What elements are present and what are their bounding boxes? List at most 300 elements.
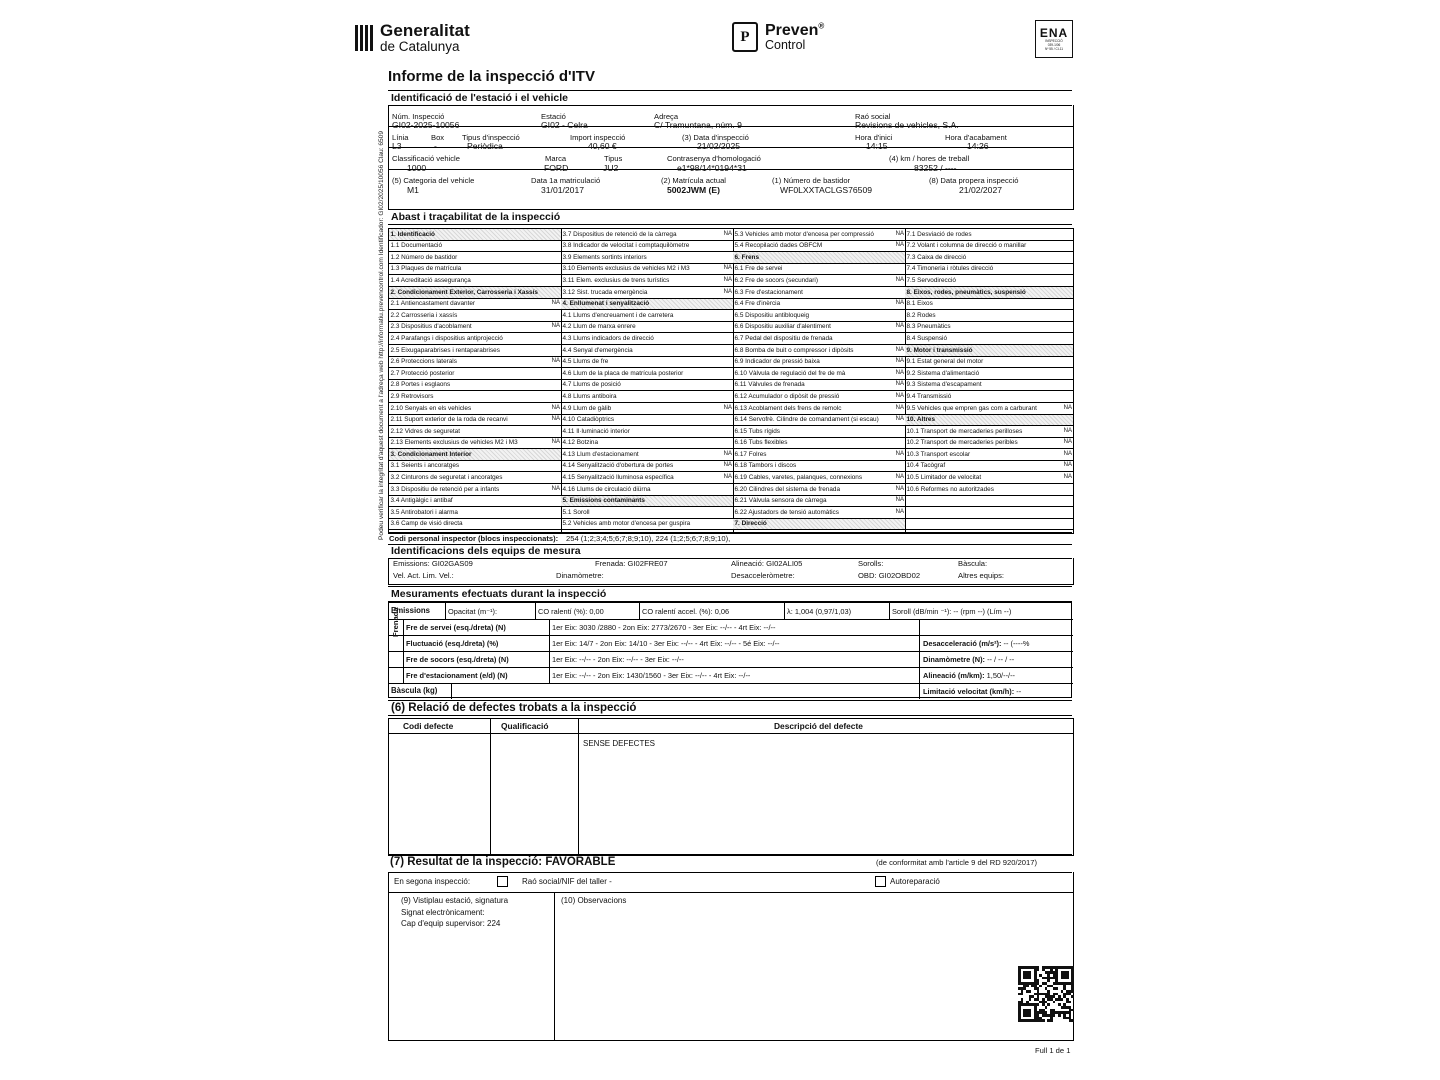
- scope-item: [389, 507, 561, 519]
- scope-item-label: 10.3 Transport escolar: [906, 450, 971, 458]
- signature-line2: Cap d'equip supervisor: 224: [401, 919, 501, 928]
- import-value: 40,60 €: [588, 141, 617, 151]
- scope-item-label: 4.2 Llum de marxa enrere: [562, 323, 636, 331]
- scope-item-label: 6.10 Vàlvula de regulació del fre de mà: [734, 369, 846, 377]
- scope-item: [561, 333, 733, 345]
- marca-label: Marca: [545, 154, 567, 163]
- measurement-right-value: --: [1016, 687, 1022, 696]
- alineacio-equip-value: GI02ALI05: [766, 559, 803, 568]
- bascula-label: Bàscula (kg): [391, 686, 438, 695]
- scope-item-na: NA: [895, 474, 904, 481]
- section-identification-header: Identificació de l'estació i el vehicle: [388, 90, 1072, 106]
- rao-social-label: Raó social: [855, 112, 891, 121]
- propera-inspeccio-value: 21/02/2027: [959, 185, 1003, 195]
- scope-item-na: NA: [895, 485, 904, 492]
- scope-item: [561, 403, 733, 415]
- scope-item: [905, 322, 1073, 334]
- scope-item-label: 4.12 Botzina: [562, 439, 599, 447]
- import-label: Import inspecció: [570, 133, 626, 142]
- scope-item: [561, 287, 733, 299]
- scope-item-na: NA: [723, 288, 732, 295]
- scope-item-label: 4.14 Senyalització d'obertura de portes: [562, 462, 674, 470]
- scope-item-label: 8.1 Eixos: [906, 300, 933, 308]
- scope-item: [561, 519, 733, 531]
- scope-item-label: 8.3 Pneumàtics: [906, 323, 951, 331]
- scope-item-label: 4.13 Llum d'estacionament: [562, 450, 639, 458]
- scope-item: [561, 275, 733, 287]
- scope-item-na: NA: [895, 358, 904, 365]
- scope-item: [733, 241, 905, 253]
- brake-row-value: 1er Eix: --/-- - 2on Eix: 1430/1560 - 3er Eix: --/-- - 4rt Eix: --/--: [552, 671, 751, 680]
- scope-item-na: NA: [895, 381, 904, 388]
- co-accel-value: 0,06: [714, 607, 730, 616]
- lambda-label: λ:: [787, 607, 793, 616]
- lambda-value: 1,004 (0,97/1,03): [794, 607, 852, 616]
- scope-item-label: 8.4 Suspensió: [906, 334, 948, 342]
- defects-text: SENSE DEFECTES: [583, 739, 656, 748]
- scope-item: [733, 449, 905, 461]
- scope-item: [905, 496, 1073, 508]
- scope-item-label: 6. Frens: [734, 253, 760, 261]
- section-measurements-header: Mesuraments efectuats durant la inspecció: [388, 586, 1072, 602]
- scope-item-label: 2.6 Proteccions laterals: [390, 358, 457, 366]
- adreca-label: Adreça: [654, 112, 679, 121]
- scope-item-label: 1.3 Plaques de matrícula: [390, 265, 462, 273]
- scope-item-na: NA: [1063, 427, 1072, 434]
- scope-item: [389, 438, 561, 450]
- measurement-right-row: [923, 639, 1029, 648]
- obd-equip-value: GI02OBD02: [878, 571, 921, 580]
- scope-item: [905, 438, 1073, 450]
- scope-item-label: 3.6 Camp de visió directa: [390, 520, 463, 528]
- scope-item-label: 9.1 Estat general del motor: [906, 358, 984, 366]
- scope-item: [733, 299, 905, 311]
- velact-equip-label: Vel. Act. Lim. Vel.:: [393, 571, 454, 580]
- scope-item: [561, 391, 733, 403]
- scope-item: [561, 426, 733, 438]
- page-title: Informe de la inspecció d'ITV: [388, 68, 595, 85]
- preven-control-logo: [732, 22, 824, 53]
- scope-item-na: NA: [1063, 450, 1072, 457]
- scope-group-header: [561, 299, 733, 311]
- measurement-right-row: [923, 655, 1014, 664]
- hora-inici-label: Hora d'inici: [855, 133, 893, 142]
- matricula-label: (2) Matrícula actual: [661, 176, 726, 185]
- scope-item: [561, 229, 733, 241]
- dinamometre-equip-label: Dinamòmetre:: [556, 571, 604, 580]
- scope-group-header: [389, 229, 561, 241]
- scope-item: [733, 287, 905, 299]
- scope-item-label: 6.22 Ajustadors de tensió automàtics: [734, 508, 839, 516]
- scope-item-label: 4.5 Llums de fre: [562, 358, 609, 366]
- generalitat-line1: Generalitat: [380, 21, 470, 40]
- frenada-equip-label: Frenada:: [595, 559, 626, 568]
- hora-inici-value: 14:15: [866, 141, 888, 151]
- scope-item: [905, 472, 1073, 484]
- scope-item-label: 4.8 Llums antiboira: [562, 392, 617, 400]
- scope-item: [561, 380, 733, 392]
- self-repair-checkbox[interactable]: [875, 876, 886, 887]
- scope-item-label: 6.19 Cables, varetes, palanques, connexions: [734, 474, 863, 482]
- scope-item-na: NA: [723, 462, 732, 469]
- scope-item-label: 5.3 Vehicles amb motor d'encesa per compressió: [734, 230, 874, 238]
- scope-item: [733, 333, 905, 345]
- scope-item: [389, 299, 561, 311]
- scope-item: [561, 345, 733, 357]
- scope-item: [389, 519, 561, 531]
- scope-item-label: 6.2 Fre de socors (secundari): [734, 276, 818, 284]
- scope-item-label: 2.13 Elements exclusius de vehicles M2 i M3: [390, 439, 518, 447]
- scope-item: [733, 507, 905, 519]
- frenada-equip-value: GI02FRE07: [627, 559, 668, 568]
- ena-accreditation-logo: [1035, 20, 1073, 58]
- scope-item-label: 10.1 Transport de mercaderies perilloses: [906, 427, 1023, 435]
- scope-item-label: 10.4 Tacògraf: [906, 462, 946, 470]
- scope-item-label: 2.7 Protecció posterior: [390, 369, 455, 377]
- scope-item: [561, 264, 733, 276]
- frenada-side-label: Frenada: [391, 607, 400, 637]
- scope-item: [733, 496, 905, 508]
- scope-item-label: 5.2 Vehicles amb motor d'encesa per guspira: [562, 520, 691, 528]
- scope-item-na: NA: [551, 416, 560, 423]
- scope-item-label: 6.8 Bomba de buit o compressor i dipòsits: [734, 346, 854, 354]
- identification-block: [388, 105, 1074, 210]
- scope-item: [389, 275, 561, 287]
- scope-item: [561, 472, 733, 484]
- desaceler-equip-label: Desacceleròmetre:: [731, 571, 795, 580]
- defects-col-qualification: Qualificació: [501, 721, 549, 731]
- km-label: (4) km / hores de treball: [889, 154, 970, 163]
- adreca-value: C/ Tramuntana, núm. 9: [654, 120, 742, 130]
- scope-item: [733, 310, 905, 322]
- bastidor-label: (1) Número de bastidor: [772, 176, 851, 185]
- classificacio-value: 1000: [407, 163, 427, 173]
- second-inspection-checkbox[interactable]: [497, 876, 508, 887]
- emissions-equip-label: Emissions:: [393, 559, 430, 568]
- scope-item-label: 10.5 Limitador de velocitat: [906, 474, 982, 482]
- scope-item: [905, 264, 1073, 276]
- sorolls-equip-label: Sorolls:: [858, 559, 884, 568]
- data-1a-matriculacio-value: 31/01/2017: [541, 185, 585, 195]
- preven-line1: Preven: [765, 22, 819, 39]
- scope-item-label: 2.4 Parafangs i dispositius antiprojecció: [390, 334, 503, 342]
- scope-item-label: 6.15 Tubs rígids: [734, 427, 780, 435]
- scope-item-label: 6.20 Cilindres del sistema de frenada: [734, 485, 841, 493]
- scope-item-na: NA: [1063, 474, 1072, 481]
- co-accel-label: CO ralentí accel. (%):: [642, 607, 713, 616]
- scope-item: [905, 357, 1073, 369]
- scope-group-header: [905, 345, 1073, 357]
- scope-item-label: 2.2 Carrosseria i xassís: [390, 311, 458, 319]
- scope-group-header: [733, 252, 905, 264]
- scope-item-na: NA: [551, 485, 560, 492]
- scope-item: [733, 275, 905, 287]
- scope-item-na: NA: [1063, 439, 1072, 446]
- linia-value: L3: [392, 141, 402, 151]
- scope-item: [561, 438, 733, 450]
- scope-item-na: NA: [1063, 462, 1072, 469]
- scope-item-label: 9.5 Vehicles que empren gas com a carburant: [906, 404, 1037, 412]
- scope-item: [561, 252, 733, 264]
- generalitat-line2: de Catalunya: [380, 38, 460, 54]
- num-inspeccio-value: GI02-2025-10056: [392, 120, 460, 130]
- scope-item-label: 3.4 Antigàlgic i antibaf: [390, 497, 453, 505]
- signature-label: (9) Vistiplau estació, signatura: [401, 896, 509, 905]
- hora-acabament-value: 14:26: [967, 141, 989, 151]
- scope-item: [733, 472, 905, 484]
- scope-item-label: 2.1 Antiencastament davanter: [390, 300, 476, 308]
- obd-equip-label: OBD:: [858, 571, 877, 580]
- scope-item: [389, 322, 561, 334]
- measurement-right-value: -- (----%: [1003, 639, 1030, 648]
- scope-item-label: 7.3 Caixa de direcció: [906, 253, 967, 261]
- measurements-table: [388, 602, 1072, 698]
- scope-item-label: 6.4 Fre d'inèrcia: [734, 300, 781, 308]
- scope-item: [389, 403, 561, 415]
- tipus-inspeccio-label: Tipus d'inspecció: [462, 133, 520, 142]
- scope-item-label: 2.3 Dispositius d'acoblament: [390, 323, 472, 331]
- bastidor-value: WF0LXXTACLGS76509: [780, 185, 873, 195]
- scope-item-label: 6.13 Acoblament dels frens de remolc: [734, 404, 842, 412]
- scope-item-label: 5.1 Soroll: [562, 508, 590, 516]
- self-repair-label: Autoreparació: [890, 877, 940, 886]
- scope-item-na: NA: [895, 404, 904, 411]
- scope-item-label: 6.7 Pedal del dispositiu de frenada: [734, 334, 833, 342]
- scope-item-na: NA: [723, 404, 732, 411]
- marca-value: FORD: [544, 163, 569, 173]
- emissions-equip-value: GI02GAS09: [431, 559, 473, 568]
- scope-item: [905, 426, 1073, 438]
- scope-item: [389, 484, 561, 496]
- result-label: (7) Resultat de la inspecció:: [390, 856, 543, 868]
- scope-item: [561, 449, 733, 461]
- scope-item: [389, 415, 561, 427]
- scope-item: [905, 403, 1073, 415]
- scope-item: [389, 310, 561, 322]
- scope-item: [733, 484, 905, 496]
- scope-item: [561, 461, 733, 473]
- scope-item: [733, 426, 905, 438]
- scope-item: [905, 310, 1073, 322]
- scope-group-header: [389, 449, 561, 461]
- scope-item: [905, 484, 1073, 496]
- scope-item-label: 6.11 Vàlvules de frenada: [734, 381, 805, 389]
- scope-item-na: NA: [723, 230, 732, 237]
- scope-item-label: 1.4 Acreditació assegurança: [390, 276, 471, 284]
- hora-acabament-label: Hora d'acabament: [945, 133, 1007, 142]
- scope-item: [389, 252, 561, 264]
- scope-item-na: NA: [723, 265, 732, 272]
- scope-item: [389, 472, 561, 484]
- scope-item-na: NA: [895, 346, 904, 353]
- scope-item-label: 2.11 Suport exterior de la roda de recanvi: [390, 416, 508, 424]
- scope-item-label: 7.1 Desviació de rodes: [906, 230, 972, 238]
- scope-item-label: 5. Emissions contaminants: [562, 497, 645, 505]
- scope-item-na: NA: [895, 276, 904, 283]
- scope-item: [905, 229, 1073, 241]
- scope-item: [733, 368, 905, 380]
- scope-item-label: 3.2 Cinturons de seguretat i ancoratges: [390, 474, 503, 482]
- scope-group-header: [905, 415, 1073, 427]
- workshop-value: -: [609, 877, 612, 886]
- scope-item-label: 4.9 Llum de gàlib: [562, 404, 612, 412]
- scope-item: [733, 357, 905, 369]
- scope-item-label: 10.2 Transport de mercaderies peribles: [906, 439, 1018, 447]
- inspector-code-value: 254 (1;2;3;4;5;6;7;8;9;10), 224 (1;2;5;6;7;8;9;10),: [566, 534, 731, 543]
- generalitat-logo: [355, 22, 470, 54]
- scope-item-label: 4. Enllumenat i senyalització: [562, 300, 650, 308]
- inspector-code-label: Codi personal inspector (blocs inspeccionats):: [389, 534, 559, 543]
- scope-item: [389, 426, 561, 438]
- co-ralenti-value: 0,00: [589, 607, 604, 616]
- scope-item-label: 9.4 Transmissió: [906, 392, 952, 400]
- scope-item-na: NA: [551, 439, 560, 446]
- scope-item-na: NA: [895, 242, 904, 249]
- scope-item: [389, 368, 561, 380]
- scope-item-label: 3.3 Dispositiu de retenció per a infants: [390, 485, 500, 493]
- scope-item-label: 8.2 Rodes: [906, 311, 936, 319]
- scope-item-label: 4.15 Senyalització lluminosa específica: [562, 474, 674, 482]
- scope-item: [389, 391, 561, 403]
- result-value: FAVORABLE: [545, 856, 616, 868]
- altres-equip-label: Altres equips:: [958, 571, 1005, 580]
- scope-item-label: 10.6 Reformes no autoritzades: [906, 485, 994, 493]
- scope-item: [561, 368, 733, 380]
- scope-item: [733, 438, 905, 450]
- scope-item: [733, 322, 905, 334]
- scope-item-label: 4.4 Senyal d'emergència: [562, 346, 633, 354]
- scope-item-label: 6.12 Acumulador o dipòsit de pressió: [734, 392, 840, 400]
- data-inspeccio-value: 21/02/2025: [697, 141, 741, 151]
- scope-item: [733, 229, 905, 241]
- second-inspection-row: [388, 872, 1074, 893]
- scope-item-label: 4.16 Llums de circulació diürna: [562, 485, 651, 493]
- scope-item: [389, 357, 561, 369]
- scope-item-label: 6.17 Folres: [734, 450, 767, 458]
- second-inspection-label: En segona inspecció:: [394, 877, 471, 886]
- scope-item-na: NA: [1063, 404, 1072, 411]
- scope-item-na: NA: [551, 358, 560, 365]
- scope-item-label: 4.1 Llums d'encreuament i de carretera: [562, 311, 674, 319]
- scope-item: [389, 496, 561, 508]
- result-conformity: (de conformitat amb l'article 9 del RD 920/2017): [876, 858, 1037, 867]
- estacio-value: GI02 - Celra: [541, 120, 588, 130]
- section-scope-header: Abast i traçabilitat de la inspecció: [388, 209, 1072, 225]
- soroll-value: -- (rpm --) (Lím --): [953, 607, 1012, 616]
- scope-item-na: NA: [895, 416, 904, 423]
- scope-item: [905, 275, 1073, 287]
- box-value: -: [434, 141, 437, 151]
- measurement-right-label: Dinamòmetre (N):: [923, 655, 986, 664]
- scope-item: [905, 380, 1073, 392]
- scope-item: [905, 241, 1073, 253]
- tipus-vehicle-label: Tipus: [604, 154, 623, 163]
- scope-item-label: 3. Condicionament Interior: [390, 450, 472, 458]
- scope-item-label: 9.2 Sistema d'alimentació: [906, 369, 980, 377]
- scope-item: [905, 299, 1073, 311]
- measurement-right-label: Desacceleració (m/s²):: [923, 639, 1002, 648]
- scope-group-header: [905, 287, 1073, 299]
- scope-item-label: 7.2 Volant i columna de direcció o manillar: [906, 242, 1027, 250]
- scope-group-header: [561, 496, 733, 508]
- scope-item-na: NA: [551, 300, 560, 307]
- scope-group-header: [389, 287, 561, 299]
- scope-item: [733, 264, 905, 276]
- scope-item-label: 3.7 Dispositius de retenció de la càrrega: [562, 230, 677, 238]
- ena-tiny1: INSPECCIÓ: [1045, 39, 1063, 44]
- measurement-right-row: [923, 687, 1021, 696]
- box-label: Box: [431, 133, 445, 142]
- scope-item-na: NA: [895, 323, 904, 330]
- scope-item: [561, 507, 733, 519]
- bascula-equip-label: Bàscula:: [958, 559, 988, 568]
- scope-item: [905, 507, 1073, 519]
- brake-row-label: Fre d'estacionament (e/d) (N): [406, 671, 508, 680]
- scope-item: [905, 461, 1073, 473]
- scope-item-label: 3.5 Antirobatori i alarma: [390, 508, 458, 516]
- scope-item: [389, 333, 561, 345]
- scope-item: [733, 403, 905, 415]
- scope-item-na: NA: [895, 497, 904, 504]
- scope-item: [561, 241, 733, 253]
- scope-item-label: 6.14 Servofrè. Cilindre de comandament (si escau): [734, 416, 879, 424]
- scope-item: [905, 252, 1073, 264]
- signature-observations-block: [388, 892, 1074, 1041]
- scope-item: [905, 368, 1073, 380]
- scope-item: [561, 484, 733, 496]
- scope-item: [905, 333, 1073, 345]
- measurement-right-label: Limitació velocitat (km/h):: [923, 687, 1015, 696]
- scope-item: [733, 391, 905, 403]
- scope-item: [905, 519, 1073, 531]
- scope-item: [561, 415, 733, 427]
- brake-row-value: 1er Eix: 14/7 - 2on Eix: 14/10 - 3er Eix: --/-- - 4rt Eix: --/-- - 5é Eix: --/--: [552, 639, 780, 648]
- tipus-inspeccio-value: Periòdica: [467, 141, 503, 151]
- km-value: 83252 / ----: [914, 163, 957, 173]
- scope-item-label: 1.2 Número de bastidor: [390, 253, 458, 261]
- scope-item: [905, 391, 1073, 403]
- scope-item: [733, 415, 905, 427]
- brake-row-label: Fre de servei (esq./dreta) (N): [406, 623, 506, 632]
- alineacio-equip-label: Alineació:: [731, 559, 764, 568]
- verification-side-text: Podeu verificar la integritat d'aquest document a l'adreça web http://informatiu.prevencontrol.com Identificador: GI02/2025/10056 Clau: 6509: [378, 130, 385, 540]
- brake-row-value: 1er Eix: --/-- - 2on Eix: --/-- - 3er Eix: --/--: [552, 655, 684, 664]
- scope-item-label: 1.1 Documentació: [390, 242, 443, 250]
- ena-tiny2: 039-1/06: [1047, 43, 1061, 48]
- scope-item: [389, 264, 561, 276]
- linia-label: Línia: [392, 133, 409, 142]
- scope-item-label: 6.6 Dispositiu auxiliar d'alentiment: [734, 323, 831, 331]
- scope-item-label: 9.3 Sistema d'escapament: [906, 381, 982, 389]
- scope-item-na: NA: [895, 300, 904, 307]
- rao-social-value: Revisions de vehicles, S.A.: [855, 120, 959, 130]
- scope-item-na: NA: [723, 474, 732, 481]
- scope-item-label: 7.4 Timoneria i ròtules direcció: [906, 265, 994, 273]
- scope-item: [561, 357, 733, 369]
- scope-item: [389, 380, 561, 392]
- scope-item-label: 3.11 Elem. exclusius de trens turístics: [562, 276, 670, 284]
- brake-row-value: 1er Eix: 3030 /2880 - 2on Eix: 2773/2670 - 3er Eix: --/-- - 4rt Eix: --/--: [552, 623, 776, 632]
- defects-col-description: Descripció del defecte: [774, 721, 863, 731]
- scope-item-na: NA: [551, 404, 560, 411]
- scope-table: [388, 228, 1074, 534]
- scope-item-label: 6.1 Fre de servei: [734, 265, 783, 273]
- scope-item-label: 5.4 Recopilació dades OBFCM: [734, 242, 823, 250]
- data-inspeccio-label: (3) Data d'inspecció: [682, 133, 749, 142]
- scope-item-label: 6.9 Indicador de pressió baixa: [734, 358, 820, 366]
- measurement-right-value: 1,50/--/--: [986, 671, 1016, 680]
- scope-item-label: 2.8 Portes i esglaons: [390, 381, 451, 389]
